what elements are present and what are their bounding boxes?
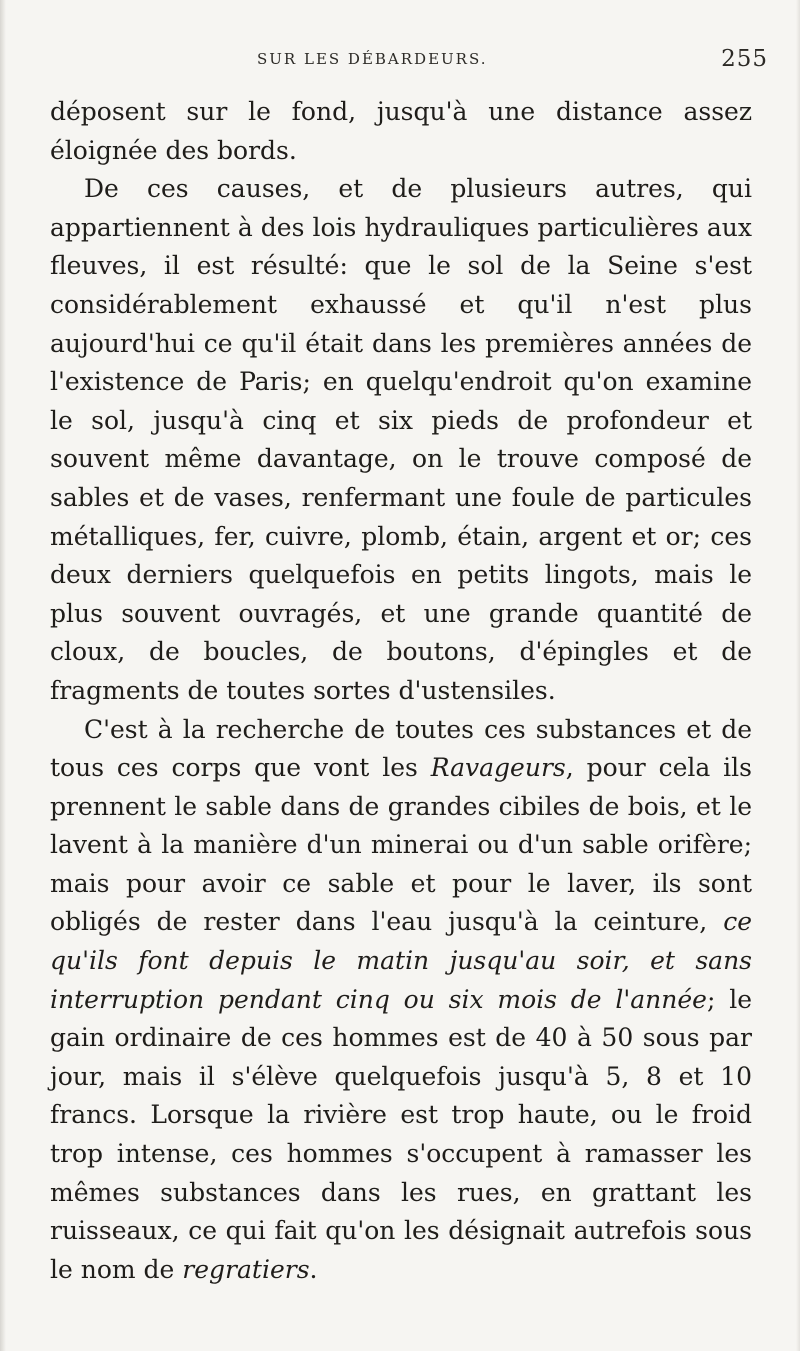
- page-right-edge: [796, 0, 800, 1351]
- paragraph-3-italic-phrase: ce qu'ils font depuis le matin jusqu'au soir, et sans interruption pendant cinq ou six mois de l'année: [50, 907, 752, 1014]
- paragraph-3-text-d: .: [309, 1254, 318, 1284]
- paragraph-1: [50, 93, 752, 170]
- paragraph-3-italic-ravageurs: Ravageurs: [430, 753, 566, 783]
- page-binding-edge: [0, 0, 6, 1351]
- paragraph-1-text: déposent sur le fond, jusqu'à une distance assez éloignée des bords.: [50, 97, 752, 165]
- body-text: [50, 93, 752, 1289]
- paragraph-3: [50, 711, 752, 1290]
- paragraph-2-text: De ces causes, et de plusieurs autres, qui appartiennent à des lois hydrauliques particulières aux fleuves, il est résulté: que le sol de la Seine s'est considérablement exhaussé et qu'il n'est plus aujourd'hui ce qu'il était dans les premières années de l'existence de Paris; en quelqu'endroit qu'on examine le sol, jusqu'à cinq et six pieds de profondeur et souvent même davantage, on le trouve composé de sables et de vases, renfermant une foule de particules métalliques, fer, cuivre, plomb, étain, argent et or; ces deux derniers quelquefois en petits lingots, mais le plus souvent ouvragés, et une grande quantité de cloux, de boucles, de boutons, d'épingles et de fragments de toutes sortes d'ustensiles.: [50, 174, 752, 705]
- paragraph-3-text-a: C'est à la recherche de toutes ces substances et de tous ces corps que vont les: [50, 714, 752, 783]
- running-head: SUR LES DÉBARDEURS.: [257, 50, 488, 68]
- paragraph-2: [50, 170, 752, 710]
- paragraph-3-italic-regratiers: regratiers: [182, 1254, 310, 1284]
- paragraph-3-text-c: ; le gain ordinaire de ces hommes est de 40 à 50 sous par jour, mais il s'élève quelquefois jusqu'à 5, 8 et 10 francs. Lorsque la rivière est trop haute, ou le froid trop intense, ces hommes s'occupent à ramasser les mêmes substances dans les rues, en grattant les ruisseaux, ce qui fait qu'on les désignait autrefois sous le nom de: [50, 984, 752, 1284]
- paragraph-3-text-b: , pour cela ils prennent le sable dans de grandes cibiles de bois, et le lavent à la manière d'un minerai ou d'un sable orifère; mais pour avoir ce sable et pour le laver, ils sont obligés de rester dans l'eau jusqu'à la ceinture,: [50, 753, 752, 937]
- page-header: [50, 46, 768, 86]
- page-number: 255: [721, 46, 768, 72]
